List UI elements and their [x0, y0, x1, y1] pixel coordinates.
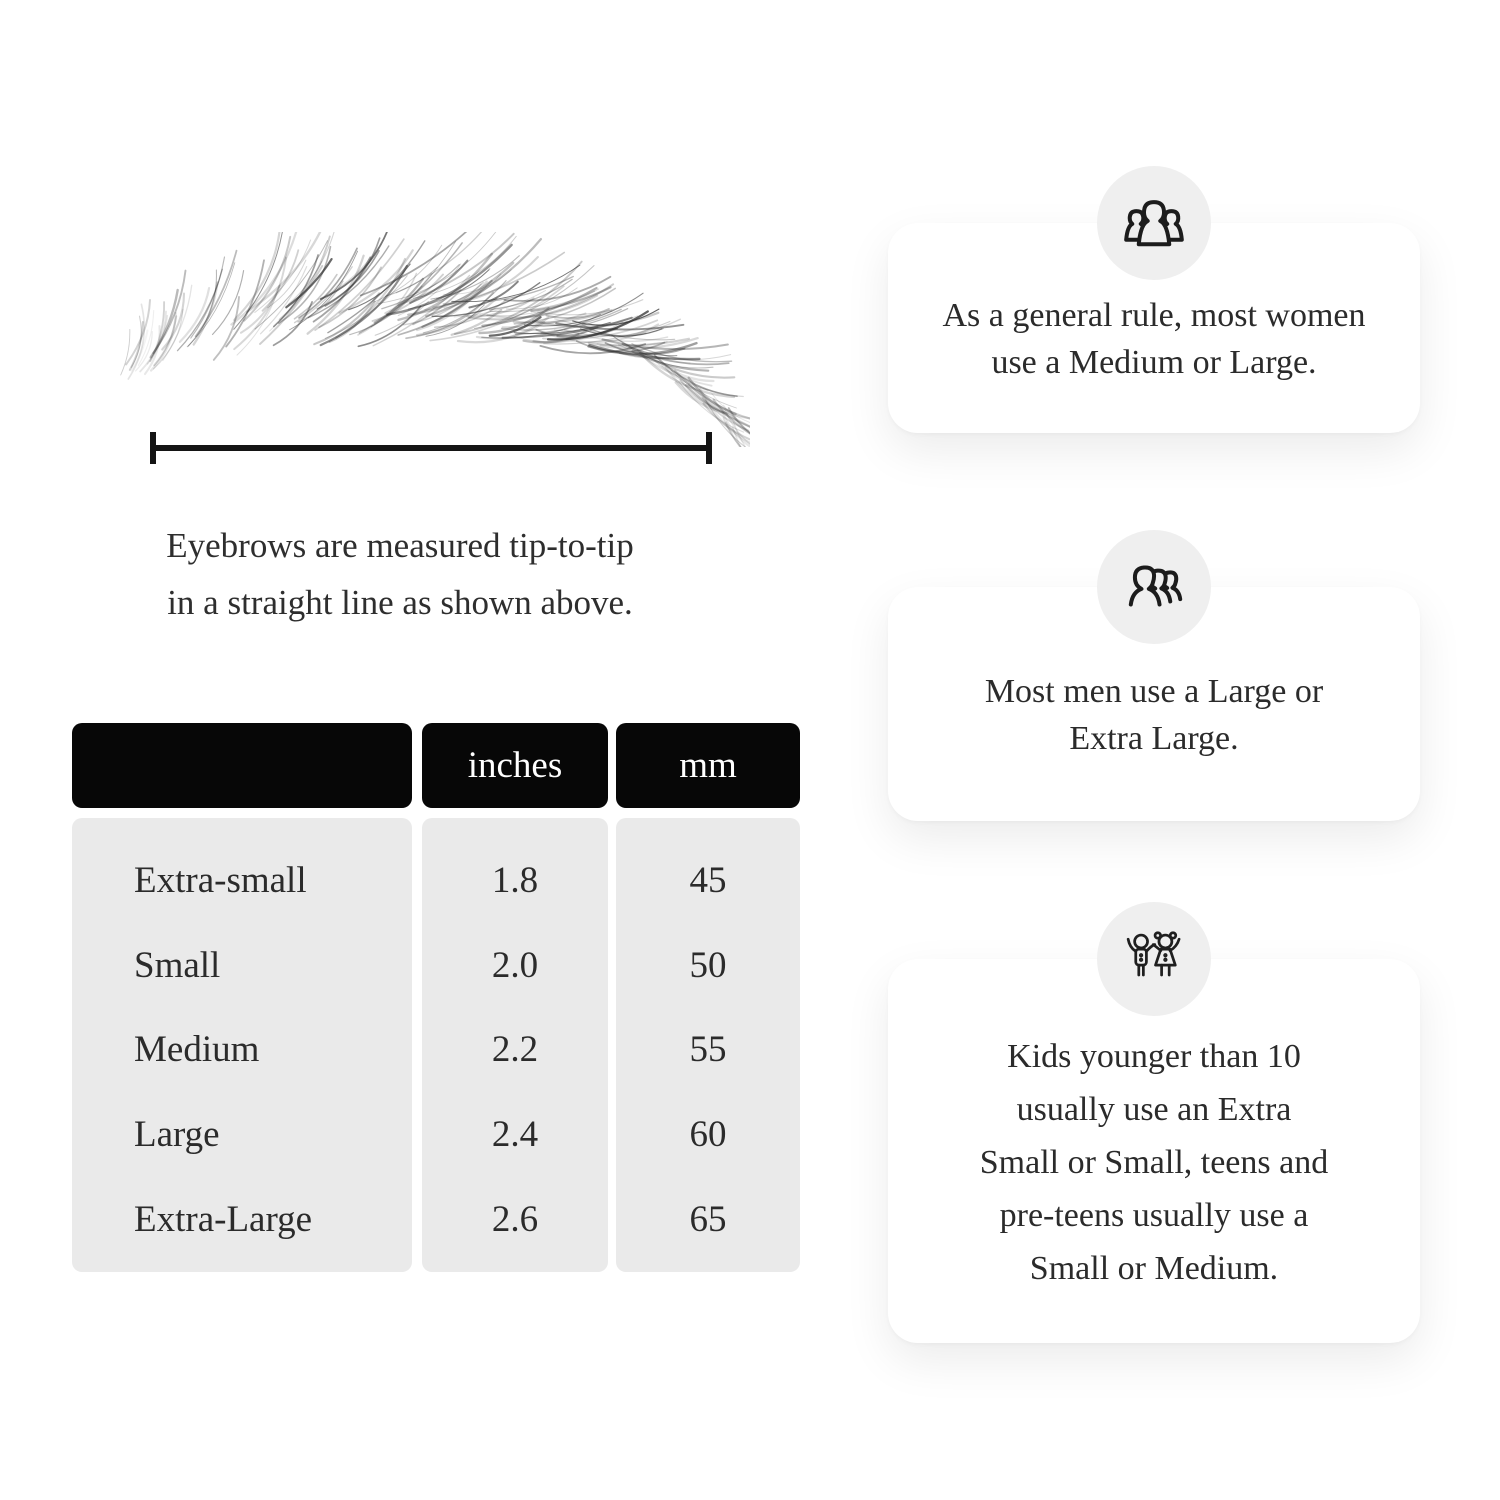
- table-column-sizes: [72, 818, 412, 1272]
- inches-value: 2.0: [491, 944, 539, 986]
- card-line: Small or Medium.: [1029, 1249, 1279, 1287]
- card-line: Most men use a Large or: [984, 673, 1324, 710]
- inches-value: 2.6: [491, 1199, 539, 1241]
- inches-value: 1.8: [491, 859, 539, 901]
- mm-value: 45: [689, 859, 727, 901]
- measurement-tick-right: [706, 432, 712, 464]
- size-label: Large: [134, 1114, 220, 1156]
- card-text-men: [888, 587, 1420, 821]
- card-line: use a Medium or Large.: [991, 344, 1317, 381]
- table-header-blank: [72, 723, 412, 808]
- caption-line-2: in a straight line as shown above.: [167, 583, 633, 622]
- inches-value: 2.2: [491, 1029, 539, 1071]
- size-label: Extra-small: [134, 859, 307, 901]
- card-line: pre-teens usually use a: [999, 1196, 1309, 1234]
- mm-value: 65: [689, 1199, 727, 1241]
- card-line: Kids younger than 10: [1007, 1037, 1301, 1075]
- measurement-bar: [150, 445, 712, 451]
- card-line: Extra Large.: [1069, 720, 1239, 757]
- size-label: Medium: [134, 1029, 260, 1071]
- mm-value: 55: [689, 1029, 727, 1071]
- measurement-line: [150, 432, 712, 464]
- table-column-mm: [616, 818, 800, 1272]
- size-label: Small: [134, 944, 221, 986]
- caption-line-1: Eyebrows are measured tip-to-tip: [166, 526, 634, 565]
- table-header-inches: inches: [422, 723, 608, 808]
- size-label: Extra-Large: [134, 1199, 313, 1241]
- mm-value: 50: [689, 944, 727, 986]
- card-line: Small or Small, teens and: [979, 1143, 1329, 1181]
- inches-value: 2.4: [491, 1114, 539, 1156]
- table-header-mm: mm: [616, 723, 800, 808]
- info-card-kids: [888, 959, 1420, 1343]
- mm-value: 60: [689, 1114, 727, 1156]
- eyebrow-illustration: [100, 232, 750, 447]
- card-line: As a general rule, most women: [942, 297, 1366, 334]
- card-text-kids: [888, 959, 1420, 1343]
- card-line: usually use an Extra: [1016, 1090, 1292, 1128]
- eyebrow-sketch-svg: [100, 232, 750, 447]
- table-column-inches: [422, 818, 608, 1272]
- card-text-women: [888, 223, 1420, 433]
- figure-caption: [55, 517, 745, 631]
- info-card-men: [888, 587, 1420, 821]
- info-card-women: [888, 223, 1420, 433]
